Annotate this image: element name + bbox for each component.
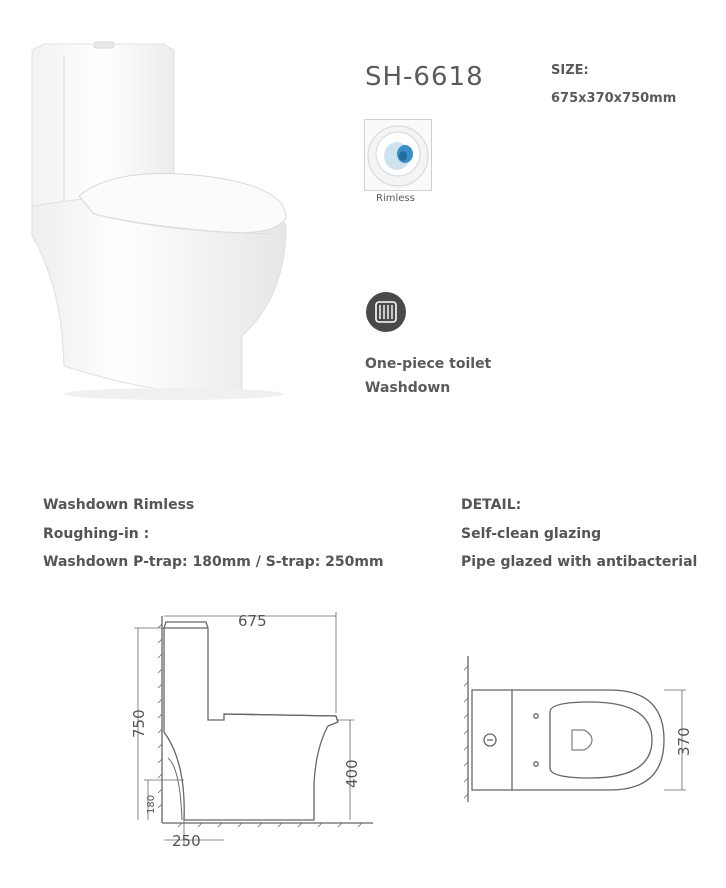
top-view-drawing — [460, 652, 696, 812]
dim-seat-height: 400 — [343, 759, 361, 788]
size-value: 675x370x750mm — [551, 91, 677, 106]
type-washdown: Washdown — [365, 380, 451, 396]
rimless-label: Rimless — [376, 193, 415, 204]
dim-p-trap: 180 — [146, 794, 157, 814]
toilet-photo — [24, 36, 296, 402]
dim-height: 750 — [130, 709, 148, 738]
spec-trap: Washdown P-trap: 180mm / S-trap: 250mm — [43, 554, 384, 570]
one-piece-toilet-icon — [365, 291, 407, 333]
product-model: SH-6618 — [365, 62, 484, 92]
type-one-piece: One-piece toilet — [365, 356, 492, 372]
dim-width: 675 — [238, 612, 267, 630]
rimless-bowl-photo-icon — [364, 119, 432, 191]
detail-heading: DETAIL: — [461, 497, 522, 513]
side-view-drawing — [128, 608, 378, 858]
detail-antibacterial: Pipe glazed with antibacterial — [461, 554, 698, 570]
spec-washdown-rimless: Washdown Rimless — [43, 497, 195, 513]
dim-s-trap: 250 — [172, 832, 201, 850]
dim-depth: 370 — [675, 727, 693, 756]
spec-roughing-in: Roughing-in : — [43, 526, 150, 542]
detail-self-clean: Self-clean glazing — [461, 526, 602, 542]
size-label: SIZE: — [551, 63, 589, 78]
